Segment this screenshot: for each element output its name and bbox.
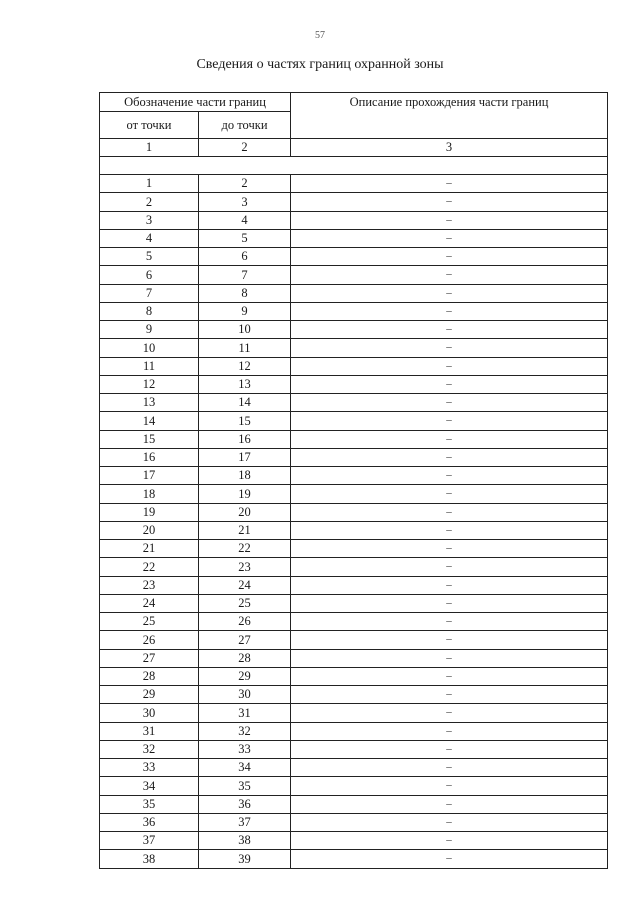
description-cell: – [291, 576, 608, 594]
to-point-cell: 8 [199, 284, 291, 302]
table-row [100, 485, 608, 503]
from-point-cell: 27 [100, 649, 199, 667]
table-row [100, 850, 608, 868]
description-cell: – [291, 394, 608, 412]
table-row [100, 284, 608, 302]
from-point-cell: 18 [100, 485, 199, 503]
description-cell: – [291, 175, 608, 193]
table-row [100, 704, 608, 722]
from-point-cell: 7 [100, 284, 199, 302]
from-point-cell: 10 [100, 339, 199, 357]
to-point-cell: 11 [199, 339, 291, 357]
from-point-cell: 22 [100, 558, 199, 576]
to-point-cell: 14 [199, 394, 291, 412]
description-cell: – [291, 229, 608, 247]
table-row [100, 686, 608, 704]
to-point-cell: 34 [199, 759, 291, 777]
from-point-cell: 4 [100, 229, 199, 247]
from-point-cell: 23 [100, 576, 199, 594]
to-point-cell: 17 [199, 448, 291, 466]
table-row [100, 521, 608, 539]
to-point-cell: 6 [199, 248, 291, 266]
from-point-cell: 33 [100, 759, 199, 777]
description-cell: – [291, 704, 608, 722]
description-cell: – [291, 485, 608, 503]
description-cell: – [291, 302, 608, 320]
from-point-cell: 1 [100, 175, 199, 193]
to-point-cell: 24 [199, 576, 291, 594]
table-row [100, 540, 608, 558]
from-point-cell: 21 [100, 540, 199, 558]
table-row [100, 175, 608, 193]
to-point-cell: 16 [199, 430, 291, 448]
table-row [100, 467, 608, 485]
header-from-point: от точки [100, 112, 199, 139]
to-point-cell: 29 [199, 667, 291, 685]
to-point-cell: 32 [199, 722, 291, 740]
from-point-cell: 11 [100, 357, 199, 375]
table-row [100, 722, 608, 740]
from-point-cell: 5 [100, 248, 199, 266]
column-number-3: 3 [291, 139, 608, 157]
description-cell: – [291, 521, 608, 539]
page-title: Сведения о частях границ охранной зоны [196, 57, 444, 72]
description-cell: – [291, 284, 608, 302]
description-cell: – [291, 211, 608, 229]
to-point-cell: 39 [199, 850, 291, 868]
from-point-cell: 20 [100, 521, 199, 539]
to-point-cell: 15 [199, 412, 291, 430]
description-cell: – [291, 759, 608, 777]
from-point-cell: 34 [100, 777, 199, 795]
to-point-cell: 7 [199, 266, 291, 284]
to-point-cell: 25 [199, 594, 291, 612]
description-cell: – [291, 667, 608, 685]
from-point-cell: 35 [100, 795, 199, 813]
table-row [100, 613, 608, 631]
from-point-cell: 28 [100, 667, 199, 685]
description-cell: – [291, 813, 608, 831]
table-row [100, 394, 608, 412]
to-point-cell: 38 [199, 832, 291, 850]
to-point-cell: 9 [199, 302, 291, 320]
from-point-cell: 13 [100, 394, 199, 412]
table-row [100, 813, 608, 831]
table-row [100, 594, 608, 612]
table-row [100, 321, 608, 339]
description-cell: – [291, 613, 608, 631]
description-cell: – [291, 503, 608, 521]
description-cell: – [291, 430, 608, 448]
table-row [100, 777, 608, 795]
table-row [100, 740, 608, 758]
from-point-cell: 14 [100, 412, 199, 430]
description-cell: – [291, 248, 608, 266]
table-row [100, 211, 608, 229]
to-point-cell: 2 [199, 175, 291, 193]
description-cell: – [291, 850, 608, 868]
to-point-cell: 28 [199, 649, 291, 667]
description-cell: – [291, 777, 608, 795]
to-point-cell: 33 [199, 740, 291, 758]
description-cell: – [291, 321, 608, 339]
to-point-cell: 22 [199, 540, 291, 558]
to-point-cell: 35 [199, 777, 291, 795]
to-point-cell: 19 [199, 485, 291, 503]
table-row [100, 302, 608, 320]
page-number: 57 [315, 30, 325, 41]
from-point-cell: 24 [100, 594, 199, 612]
from-point-cell: 19 [100, 503, 199, 521]
header-description: Описание прохождения части границ [291, 93, 608, 139]
to-point-cell: 12 [199, 357, 291, 375]
column-number-1: 1 [100, 139, 199, 157]
description-cell: – [291, 448, 608, 466]
table-row [100, 759, 608, 777]
from-point-cell: 30 [100, 704, 199, 722]
to-point-cell: 30 [199, 686, 291, 704]
to-point-cell: 13 [199, 375, 291, 393]
description-cell: – [291, 266, 608, 284]
to-point-cell: 4 [199, 211, 291, 229]
from-point-cell: 6 [100, 266, 199, 284]
to-point-cell: 18 [199, 467, 291, 485]
to-point-cell: 21 [199, 521, 291, 539]
description-cell: – [291, 357, 608, 375]
header-to-point: до точки [199, 112, 291, 139]
table-row [100, 631, 608, 649]
description-cell: – [291, 832, 608, 850]
table-row [100, 248, 608, 266]
from-point-cell: 16 [100, 448, 199, 466]
description-cell: – [291, 740, 608, 758]
to-point-cell: 27 [199, 631, 291, 649]
table-row [100, 193, 608, 211]
description-cell: – [291, 412, 608, 430]
table-row [100, 558, 608, 576]
table-row [100, 832, 608, 850]
description-cell: – [291, 193, 608, 211]
from-point-cell: 12 [100, 375, 199, 393]
blank-row [100, 157, 608, 175]
description-cell: – [291, 795, 608, 813]
from-point-cell: 8 [100, 302, 199, 320]
table-row [100, 667, 608, 685]
to-point-cell: 31 [199, 704, 291, 722]
description-cell: – [291, 631, 608, 649]
table-row [100, 357, 608, 375]
table-row [100, 229, 608, 247]
from-point-cell: 36 [100, 813, 199, 831]
description-cell: – [291, 686, 608, 704]
table-row [100, 339, 608, 357]
to-point-cell: 5 [199, 229, 291, 247]
from-point-cell: 3 [100, 211, 199, 229]
table-row [100, 375, 608, 393]
description-cell: – [291, 594, 608, 612]
table-row [100, 266, 608, 284]
table-row [100, 576, 608, 594]
description-cell: – [291, 649, 608, 667]
header-boundary-part-designation: Обозначение части границ [100, 93, 291, 112]
description-cell: – [291, 540, 608, 558]
column-number-2: 2 [199, 139, 291, 157]
table-row [100, 649, 608, 667]
from-point-cell: 29 [100, 686, 199, 704]
from-point-cell: 38 [100, 850, 199, 868]
table-row [100, 448, 608, 466]
from-point-cell: 17 [100, 467, 199, 485]
description-cell: – [291, 722, 608, 740]
to-point-cell: 26 [199, 613, 291, 631]
to-point-cell: 3 [199, 193, 291, 211]
from-point-cell: 25 [100, 613, 199, 631]
to-point-cell: 23 [199, 558, 291, 576]
table-row [100, 430, 608, 448]
to-point-cell: 37 [199, 813, 291, 831]
description-cell: – [291, 467, 608, 485]
from-point-cell: 26 [100, 631, 199, 649]
table-row [100, 795, 608, 813]
table-row [100, 503, 608, 521]
table-row [100, 412, 608, 430]
description-cell: – [291, 339, 608, 357]
from-point-cell: 9 [100, 321, 199, 339]
from-point-cell: 32 [100, 740, 199, 758]
from-point-cell: 37 [100, 832, 199, 850]
from-point-cell: 15 [100, 430, 199, 448]
table-body [100, 175, 608, 869]
from-point-cell: 2 [100, 193, 199, 211]
description-cell: – [291, 558, 608, 576]
description-cell: – [291, 375, 608, 393]
to-point-cell: 10 [199, 321, 291, 339]
to-point-cell: 20 [199, 503, 291, 521]
from-point-cell: 31 [100, 722, 199, 740]
to-point-cell: 36 [199, 795, 291, 813]
boundary-parts-table [99, 92, 608, 869]
